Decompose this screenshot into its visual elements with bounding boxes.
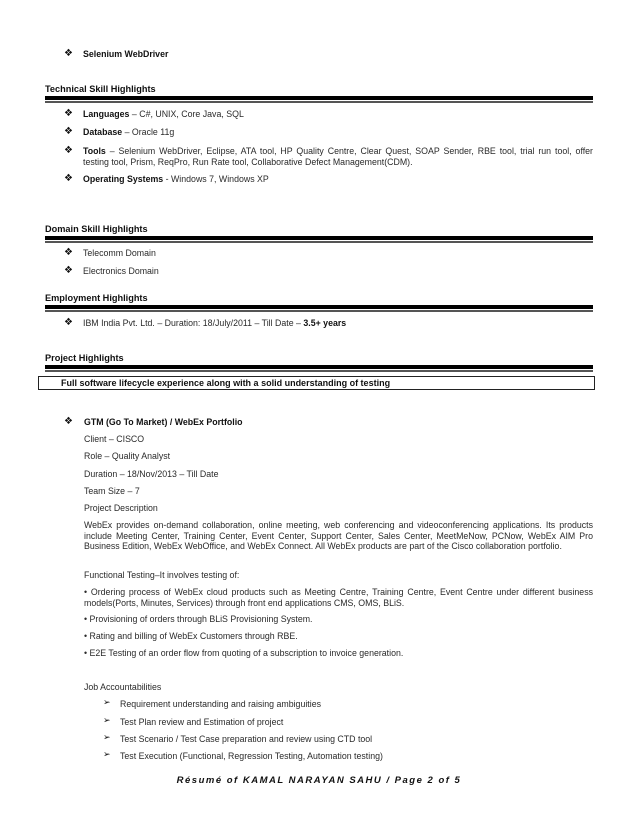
project-description: WebEx provides on-demand collaboration, online meeting, web conferencing and videoconferencing applications. Its products include Meeting Center, Training Center, Event Center, Support Center, Sales Center, MeetMeNow, PCNow, WebEx AIM Pro Business Edition, WebEx WebOffice, and WebEx Connect. All WebEx products are part of the Cisco collaboration portfolio. (84, 520, 593, 551)
os-label: Operating Systems (83, 174, 164, 184)
section-divider (45, 236, 593, 240)
diamond-bullet-icon: ❖ (64, 108, 73, 119)
tools-value: – Selenium WebDriver, Eclipse, ATA tool, HP Quality Centre, Clear Quest, SOAP Sender, RBE tool, trial run tool, offer testing tool, Prism, ReqPro, Run Rate tool, Collaborative Defect Management(CDM). (83, 146, 593, 167)
banner-text: Full software lifecycle experience along with a solid understanding of testing (61, 378, 391, 388)
employment-duration: 3.5+ years (303, 318, 347, 328)
languages-label: Languages (83, 109, 130, 119)
domain-heading: Domain Skill Highlights (45, 224, 148, 234)
os-line (83, 174, 593, 185)
database-line (83, 127, 593, 138)
arrow-bullet-icon: ➢ (103, 716, 111, 726)
employment-heading: Employment Highlights (45, 293, 148, 303)
testing-bullet: • Provisioning of orders through BLiS Provisioning System. (84, 614, 313, 624)
languages-value: – C#, UNIX, Core Java, SQL (129, 109, 244, 119)
project-role: Role – Quality Analyst (84, 451, 171, 461)
project-client: Client – CISCO (84, 434, 145, 444)
section-divider-thin (45, 370, 593, 372)
diamond-bullet-icon: ❖ (64, 416, 73, 427)
employment-text: IBM India Pvt. Ltd. – Duration: 18/July/2011 – Till Date – (83, 318, 304, 328)
diamond-bullet-icon: ❖ (64, 317, 73, 328)
job-item: Test Plan review and Estimation of project (120, 717, 284, 727)
selenium-item: Selenium WebDriver (83, 49, 169, 59)
domain-item: Telecomm Domain (83, 248, 156, 258)
diamond-bullet-icon: ❖ (64, 247, 73, 258)
tools-label: Tools (83, 146, 106, 156)
functional-testing-label: Functional Testing–It involves testing of: (84, 570, 240, 580)
page-footer: Résumé of KAMAL NARAYAN SAHU / Page 2 of 5 (176, 775, 462, 786)
arrow-bullet-icon: ➢ (103, 750, 111, 760)
diamond-bullet-icon: ❖ (64, 48, 73, 59)
highlight-banner (38, 376, 595, 390)
domain-item: Electronics Domain (83, 266, 159, 276)
testing-bullet: • Ordering process of WebEx cloud products such as Meeting Centre, Training Centre, Event Centre under different business models(Ports, Minutes, Services) through front end applications CMS, OMS, BLiS. (84, 587, 593, 608)
database-value: – Oracle 11g (122, 127, 175, 137)
job-item: Test Scenario / Test Case preparation and review using CTD tool (120, 734, 373, 744)
diamond-bullet-icon: ❖ (64, 126, 73, 137)
job-accountabilities-label: Job Accountabilities (84, 682, 162, 692)
section-divider (45, 305, 593, 309)
project-team-size: Team Size – 7 (84, 486, 140, 496)
diamond-bullet-icon: ❖ (64, 145, 73, 156)
database-label: Database (83, 127, 123, 137)
diamond-bullet-icon: ❖ (64, 265, 73, 276)
project-title: GTM (Go To Market) / WebEx Portfolio (84, 417, 243, 427)
section-divider (45, 365, 593, 369)
employment-line (83, 318, 593, 329)
job-item: Test Execution (Functional, Regression Testing, Automation testing) (120, 751, 383, 761)
languages-line (83, 109, 593, 120)
os-value: - Windows 7, Windows XP (163, 174, 269, 184)
project-heading: Project Highlights (45, 353, 124, 363)
tools-line (83, 146, 593, 168)
section-divider-thin (45, 241, 593, 243)
section-divider-thin (45, 101, 593, 103)
diamond-bullet-icon: ❖ (64, 173, 73, 184)
project-description-label: Project Description (84, 503, 158, 513)
testing-bullet: • Rating and billing of WebEx Customers through RBE. (84, 631, 298, 641)
section-divider-thin (45, 310, 593, 312)
section-divider (45, 96, 593, 100)
technical-heading: Technical Skill Highlights (45, 84, 156, 94)
arrow-bullet-icon: ➢ (103, 698, 111, 708)
testing-bullet: • E2E Testing of an order flow from quoting of a subscription to invoice generation. (84, 648, 404, 658)
project-duration: Duration – 18/Nov/2013 – Till Date (84, 469, 219, 479)
arrow-bullet-icon: ➢ (103, 733, 111, 743)
job-item: Requirement understanding and raising ambiguities (120, 699, 321, 709)
